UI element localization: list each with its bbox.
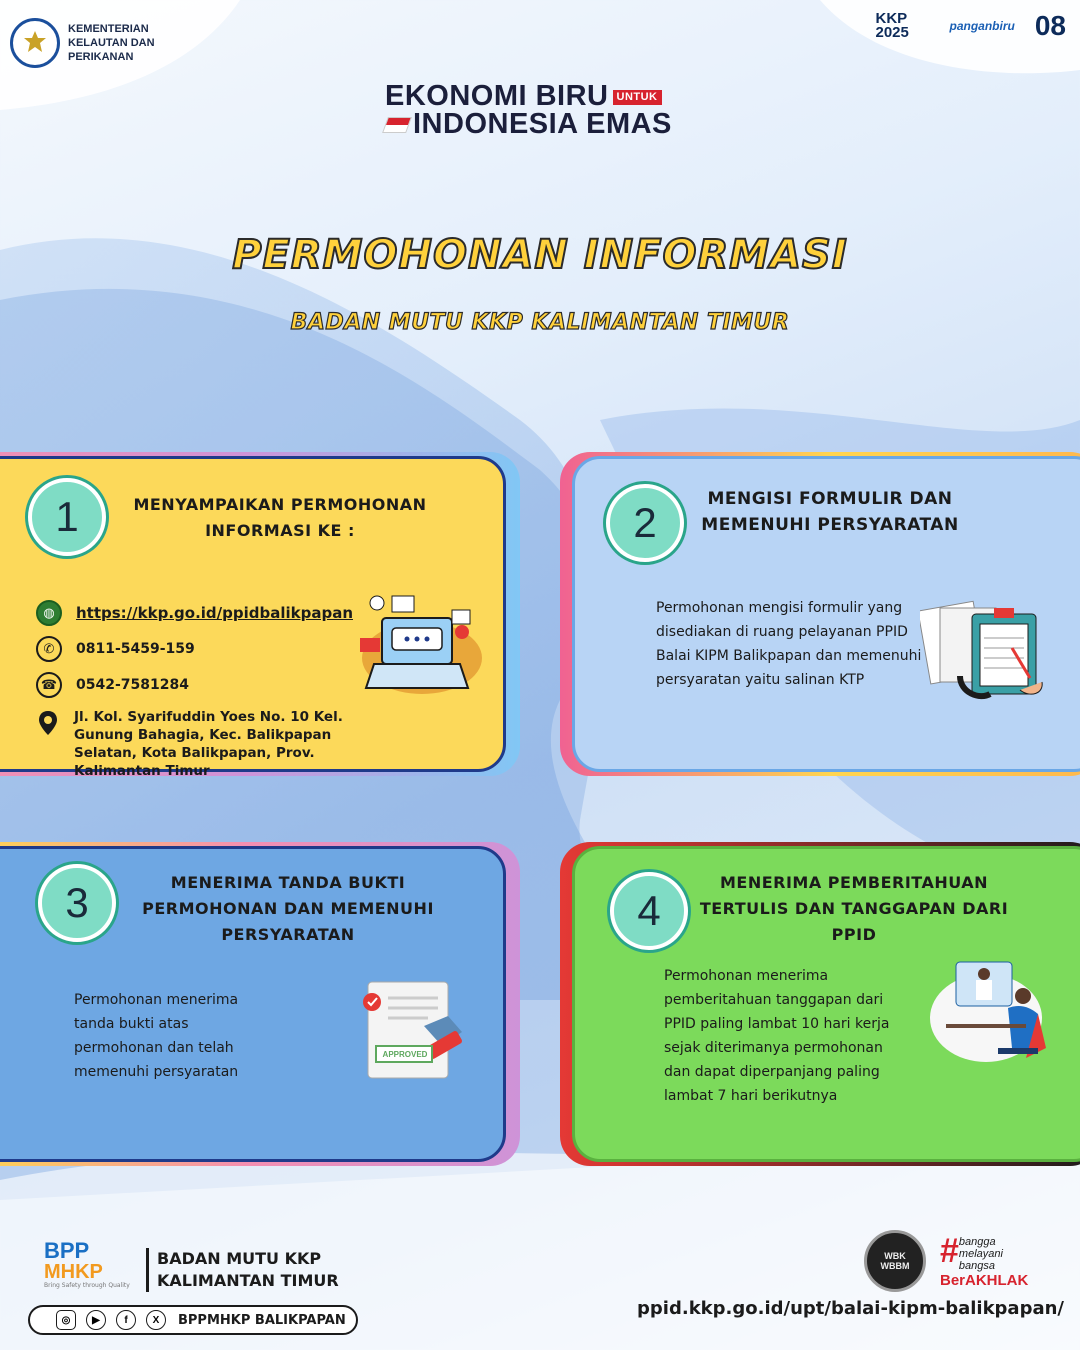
globe-icon: ◍ (36, 600, 62, 626)
social-handle: BPPMHKP BALIKPAPAN (178, 1312, 346, 1328)
x-twitter-icon[interactable]: X (146, 1310, 166, 1330)
ekonomi-biru-tagline (385, 82, 705, 138)
phone-number[interactable]: 0542-7581284 (76, 677, 189, 693)
youtube-icon[interactable]: ▶ (86, 1310, 106, 1330)
berakhlak-logo (940, 1232, 1029, 1289)
step-1-title: MENYAMPAIKAN PERMOHONAN INFORMASI KE : (133, 495, 427, 540)
phone-icon: ☎ (36, 672, 62, 698)
garuda-seal-icon (10, 18, 60, 68)
bpp-mhkp-logo (44, 1240, 130, 1289)
panganbiru-logo: panganbiru (949, 19, 1015, 33)
office-address: Jl. Kol. Syarifuddin Yoes No. 10 Kel. Gunung Bahagia, Kec. Balikpapan Selatan, Kota Balikpapan, Prov. Kalimantan Timur (74, 709, 343, 779)
berakhlak-tagline: bangga melayani bangsa (958, 1236, 1003, 1272)
bpp-slogan: Bring Safety through Quality (44, 1282, 130, 1289)
ministry-name: KEMENTERIAN KELAUTAN DAN PERIKANAN (68, 23, 155, 63)
bpp-logo-top: BPP (44, 1238, 90, 1263)
office-meeting-illustration (926, 958, 1050, 1072)
location-pin-icon (38, 710, 58, 740)
step-number-2: 2 (606, 484, 684, 562)
contact-whatsapp[interactable] (36, 636, 195, 662)
hash-icon: # (940, 1232, 959, 1270)
instagram-icon[interactable]: ◎ (56, 1310, 76, 1330)
tagline-line2: INDONESIA EMAS (413, 108, 672, 140)
laptop-communication-illustration (352, 588, 482, 702)
step-number-4: 4 (610, 872, 688, 950)
berakhlak-wordmark: BerAKHLAK (940, 1272, 1029, 1289)
whatsapp-number[interactable]: 0811-5459-159 (76, 641, 195, 657)
tagline-line1: EKONOMI BIRU (385, 80, 609, 112)
step-3-title: MENERIMA TANDA BUKTI PERMOHONAN DAN MEMENUHI PERSYARATAN (142, 873, 434, 944)
org-name-line2: KALIMANTAN TIMUR (157, 1271, 339, 1290)
step-4-body: Permohonan menerima pemberitahuan tanggapan dari PPID paling lambat 10 hari kerja sejak diterimanya permohonan dan dapat diperpanjang paling lambat 7 hari berikutnya (664, 968, 890, 1104)
ministry-logo (10, 18, 178, 68)
ppid-url[interactable]: ppid.kkp.go.id/upt/balai-kipm-balikpapan/ (637, 1298, 1064, 1319)
form-clipboard-illustration (920, 598, 1050, 710)
org-name-line1: BADAN MUTU KKP (157, 1249, 322, 1268)
facebook-icon[interactable]: f (116, 1310, 136, 1330)
zona-integritas-badge-icon: WBK WBBM (864, 1230, 926, 1292)
step-4-title: MENERIMA PEMBERITAHUAN TERTULIS DAN TANGGAPAN DARI PPID (699, 873, 1009, 944)
org-name (146, 1248, 339, 1292)
tagline-untuk: UNTUK (613, 90, 662, 105)
page-subtitle: BADAN MUTU KKP KALIMANTAN TIMUR (290, 310, 790, 335)
contact-phone[interactable] (36, 672, 189, 698)
social-media-bar (28, 1305, 358, 1335)
step-number-1: 1 (28, 478, 106, 556)
partner-logos (876, 10, 1067, 42)
zero-poverty-8-growth-logo: 08 (1034, 10, 1066, 41)
whatsapp-icon: ✆ (36, 636, 62, 662)
kkp-2025-logo: KKP 2025 (875, 10, 909, 41)
step-number-3: 3 (38, 864, 116, 942)
flag-icon (382, 117, 412, 133)
bpp-logo-bottom: MHKP (44, 1261, 103, 1283)
approved-document-illustration (352, 976, 472, 1086)
page-title: PERMOHONAN INFORMASI (232, 232, 848, 278)
step-2-title: MENGISI FORMULIR DAN MEMENUHI PERSYARATAN (701, 489, 959, 535)
website-link[interactable]: https://kkp.go.id/ppidbalikpapan (76, 604, 353, 622)
approved-stamp-label: APPROVED (382, 1050, 428, 1059)
step-2-body: Permohonan mengisi formulir yang disediakan di ruang pelayanan PPID Balai KIPM Balikpapan dan memenuhi persyaratan yaitu salinan KTP (656, 600, 922, 688)
step-3-body: Permohonan menerima tanda bukti atas permohonan dan telah memenuhi persyaratan (74, 992, 239, 1080)
contact-website[interactable] (36, 600, 353, 626)
